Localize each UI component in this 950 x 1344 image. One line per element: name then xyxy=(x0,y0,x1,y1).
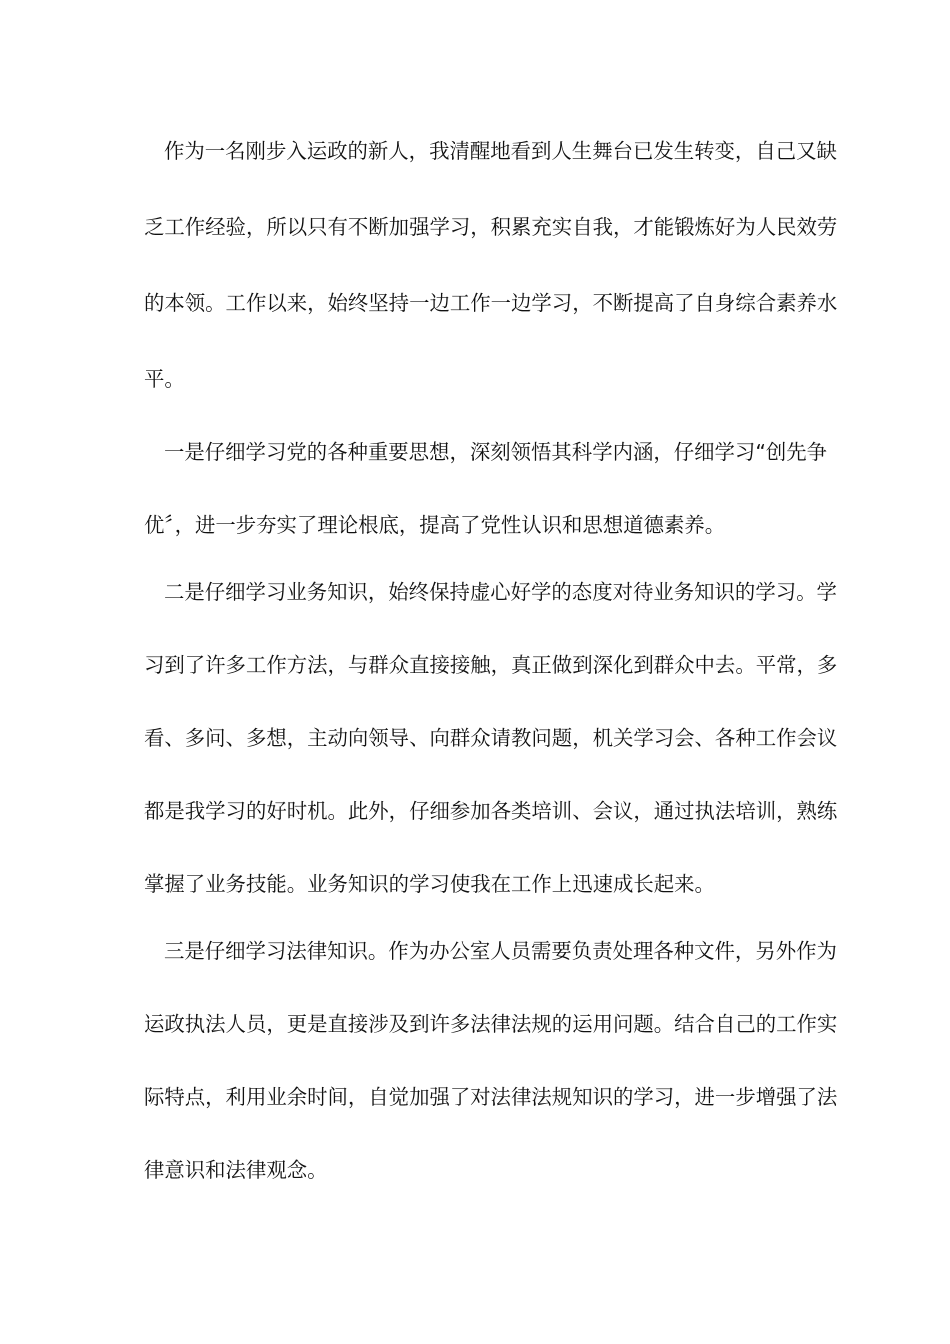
paragraph-line: 看、多问、多想，主动向领导、向群众请教问题，机关学习会、各种工作会议 xyxy=(144,726,838,750)
paragraph-intro xyxy=(144,128,838,403)
paragraph-line: 律意识和法律观念。 xyxy=(144,1158,328,1182)
paragraph-line: 都是我学习的好时机。此外，仔细参加各类培训、会议，通过执法培训，熟练 xyxy=(144,799,838,823)
paragraph-line: 掌握了业务技能。业务知识的学习使我在工作上迅速成长起来。 xyxy=(144,872,715,896)
paragraph-line: 的本领。工作以来，始终坚持一边工作一边学习，不断提高了自身综合素养水 xyxy=(144,291,838,315)
paragraph-party-study xyxy=(144,429,828,549)
paragraph-line: 运政执法人员，更是直接涉及到许多法律法规的运用问题。结合自己的工作实 xyxy=(144,1012,838,1036)
paragraph-line: 习到了许多工作方法，与群众直接接触，真正做到深化到群众中去。平常，多 xyxy=(144,653,838,677)
paragraph-line: 乏工作经验，所以只有不断加强学习，积累充实自我，才能锻炼好为人民效劳 xyxy=(144,215,838,239)
document-body xyxy=(144,128,838,1194)
paragraph-business-study xyxy=(144,569,838,908)
paragraph-line: 际特点，利用业余时间，自觉加强了对法律法规知识的学习，进一步增强了法 xyxy=(144,1085,838,1109)
paragraph-line: 二是仔细学习业务知识，始终保持虚心好学的态度对待业务知识的学习。学 xyxy=(164,580,837,604)
paragraph-line: 优〞，进一步夯实了理论根底，提高了党性认识和思想道德素养。 xyxy=(144,513,726,537)
paragraph-line: 作为一名刚步入运政的新人，我清醒地看到人生舞台已发生转变，自己又缺 xyxy=(164,139,837,163)
paragraph-law-study xyxy=(144,928,838,1194)
paragraph-line: 平。 xyxy=(144,367,185,391)
paragraph-line: 一是仔细学习党的各种重要思想，深刻领悟其科学内涵，仔细学习“创先争 xyxy=(164,440,828,464)
paragraph-line: 三是仔细学习法律知识。作为办公室人员需要负责处理各种文件，另外作为 xyxy=(164,939,837,963)
